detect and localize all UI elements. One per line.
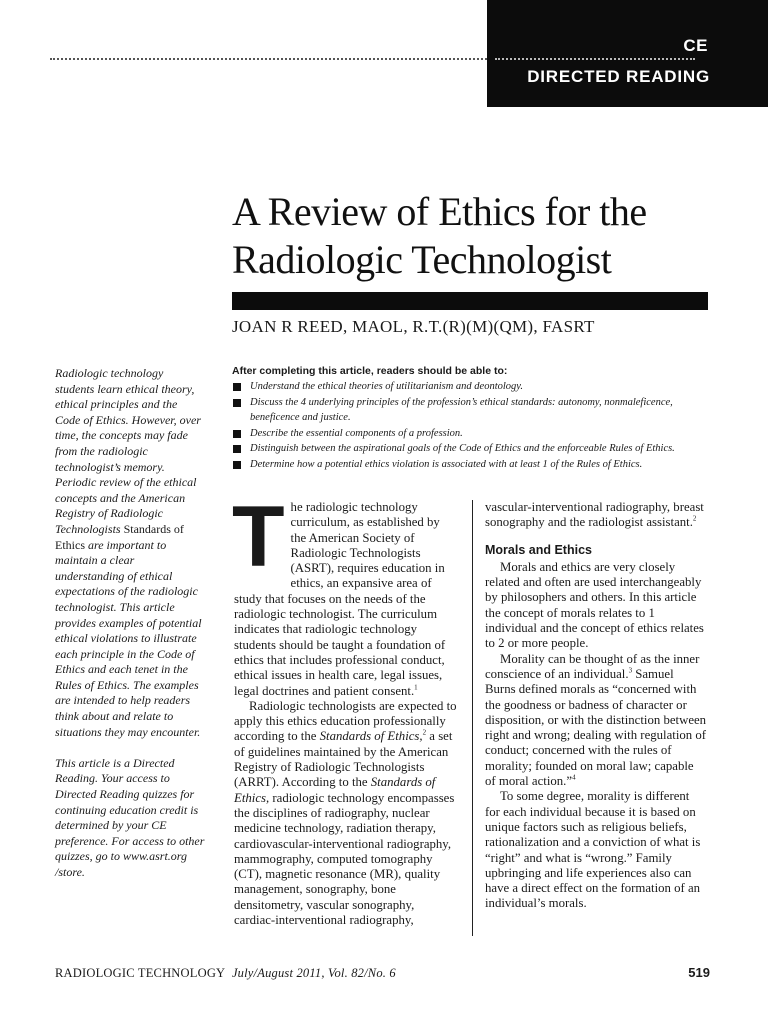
body-paragraph-4 [485,652,707,790]
body-column-2 [485,500,707,912]
paragraph-text: Morality can be thought of as the inner conscience of an individual. [485,651,700,681]
sidebar-intro-text-c: are important to maintain a clear understanding of ethical expectations of the radiologic technologist. This article provides examples of potential ethical violations to illustrate each principle in the Code of Ethics and each tenet in the Rules of Ethics. The examples are intended to help readers think about and relate to situations they may encounter. [55,537,202,739]
body-paragraph-2 [234,699,458,928]
objectives-heading: After completing this article, readers should be able to: [232,365,508,377]
article-title: A Review of Ethics for the Radiologic Technologist [232,189,647,282]
bullet-square-icon [233,430,241,438]
objective-item [232,379,712,395]
learning-objectives [232,365,712,472]
objective-text: Understand the ethical theories of utilitarianism and deontology. [250,381,523,392]
sidebar-access-note: This article is a Directed Reading. Your access to Directed Reading quizzes for continuing education credit is determined by your CE preference. For access to other quizzes, go to www.asrt.org /store. [55,755,205,879]
paragraph-text: Radiologic technologists are expected to apply this ethics education professionally according to the [234,698,457,744]
sidebar-abstract [55,366,205,896]
body-column-1 [232,489,458,928]
bullet-square-icon [233,399,241,407]
reference-marker: 2 [422,729,427,738]
body-paragraph-2-continued [485,500,707,531]
objective-item [232,441,712,457]
bullet-square-icon [233,445,241,453]
reference-marker: 4 [572,773,576,782]
objective-item [232,395,712,426]
body-paragraph-5: To some degree, morality is different for each individual because it is based on unique factors such as religious beliefs, rationalization and a conviction of what is “right” and what is “wrong.” Family upbringing and life experiences also can have a direct effect on the formation of an individual’s morals. [485,789,701,911]
bullet-square-icon [233,461,241,469]
banner-dotted-rule [495,58,695,60]
objective-item [232,457,712,473]
paragraph-text: he radiologic technology curriculum, as established by the American Society of Radiologic Technologists (ASRT), requires education in ethics, an expansive area of study that focuses on the needs of the radiologic technologist. The curriculum indicates that radiologic technology students should be taught a foundation of ethics that includes professional conduct, ethical issues in health care, legal issues, legal doctrines and patient consent. [234,500,446,698]
paragraph-text: radiologic technology encompasses the disciplines of radiography, nuclear medicine technology, radiation therapy, cardiovascular-interventional radiography, mammography, computed tomography (CT), magnetic resonance (MR), quality management, sonography, bone densitometry, vascular sonography, cardiac-interventional radiography, [234,790,455,928]
italic-citation: Standards of Ethics, [234,775,436,805]
journal-name: RADIOLOGIC TECHNOLOGY [55,966,226,980]
page-number: 519 [688,965,710,980]
section-heading: Morals and Ethics [485,542,592,557]
issue-info: July/August 2011, Vol. 82/No. 6 [231,966,396,980]
ce-label: CE [683,36,708,55]
reference-marker: 2 [692,515,697,524]
objectives-list [232,379,712,472]
objective-text: Determine how a potential ethics violation is associated with at least 1 of the Rules of Ethics. [250,458,643,470]
objective-text: Describe the essential components of a profession. [250,427,463,439]
body-paragraph-3: Morals and ethics are very closely related and often are used interchangeably by philosophers and others. In this article the concept of morals relates to 1 individual and the concept of ethics relates to 2 or more people. [485,559,704,651]
sidebar-intro-text-a: Radiologic technology students learn ethical theory, ethical principles and the Code of Ethics. However, over time, the concepts may fade from the radiologic technologist’s memory. Periodic review of the ethical concepts and the American Registry of Radiologic Technologists [55,366,201,536]
header-dotted-rule [50,58,490,60]
footer-citation [55,966,396,981]
objective-text: Discuss the 4 underlying principles of the profession’s ethical standards: autonomy, nonmaleficence, beneficence and justice. [250,396,673,423]
ce-banner [487,0,768,107]
objective-item [232,426,712,442]
sidebar-intro-text-b: Standards of Ethics [55,521,184,552]
section-label: DIRECTED READING [527,67,710,86]
title-rule-bar [232,292,708,310]
paragraph-text: a set of guidelines maintained by the American Registry of Radiologic Technologists (ARRT). According to the [234,729,453,790]
italic-citation: Standards of Ethics, [319,729,423,744]
reference-marker: 3 [628,666,633,675]
drop-cap: T [232,489,285,585]
column-divider [472,500,473,936]
body-paragraph-1 [232,489,458,699]
objective-text: Distinguish between the aspirational goals of the Code of Ethics and the enforceable Rules of Ethics. [250,443,675,454]
article-author: JOAN R REED, MAOL, R.T.(R)(M)(QM), FASRT [232,317,595,336]
paragraph-text: vascular-interventional radiography, breast sonography and the radiologist assistant. [485,500,704,530]
reference-marker: 1 [414,683,418,692]
sidebar-intro [55,366,205,740]
paragraph-text: Samuel Burns defined morals as “concerned with the goodness or badness of character or disposition, or with the distinction between right and wrong; dealing with regulation of conduct; concerned with the rules of morality; founded on moral law; capable of moral action.” [485,666,707,789]
bullet-square-icon [233,383,241,391]
